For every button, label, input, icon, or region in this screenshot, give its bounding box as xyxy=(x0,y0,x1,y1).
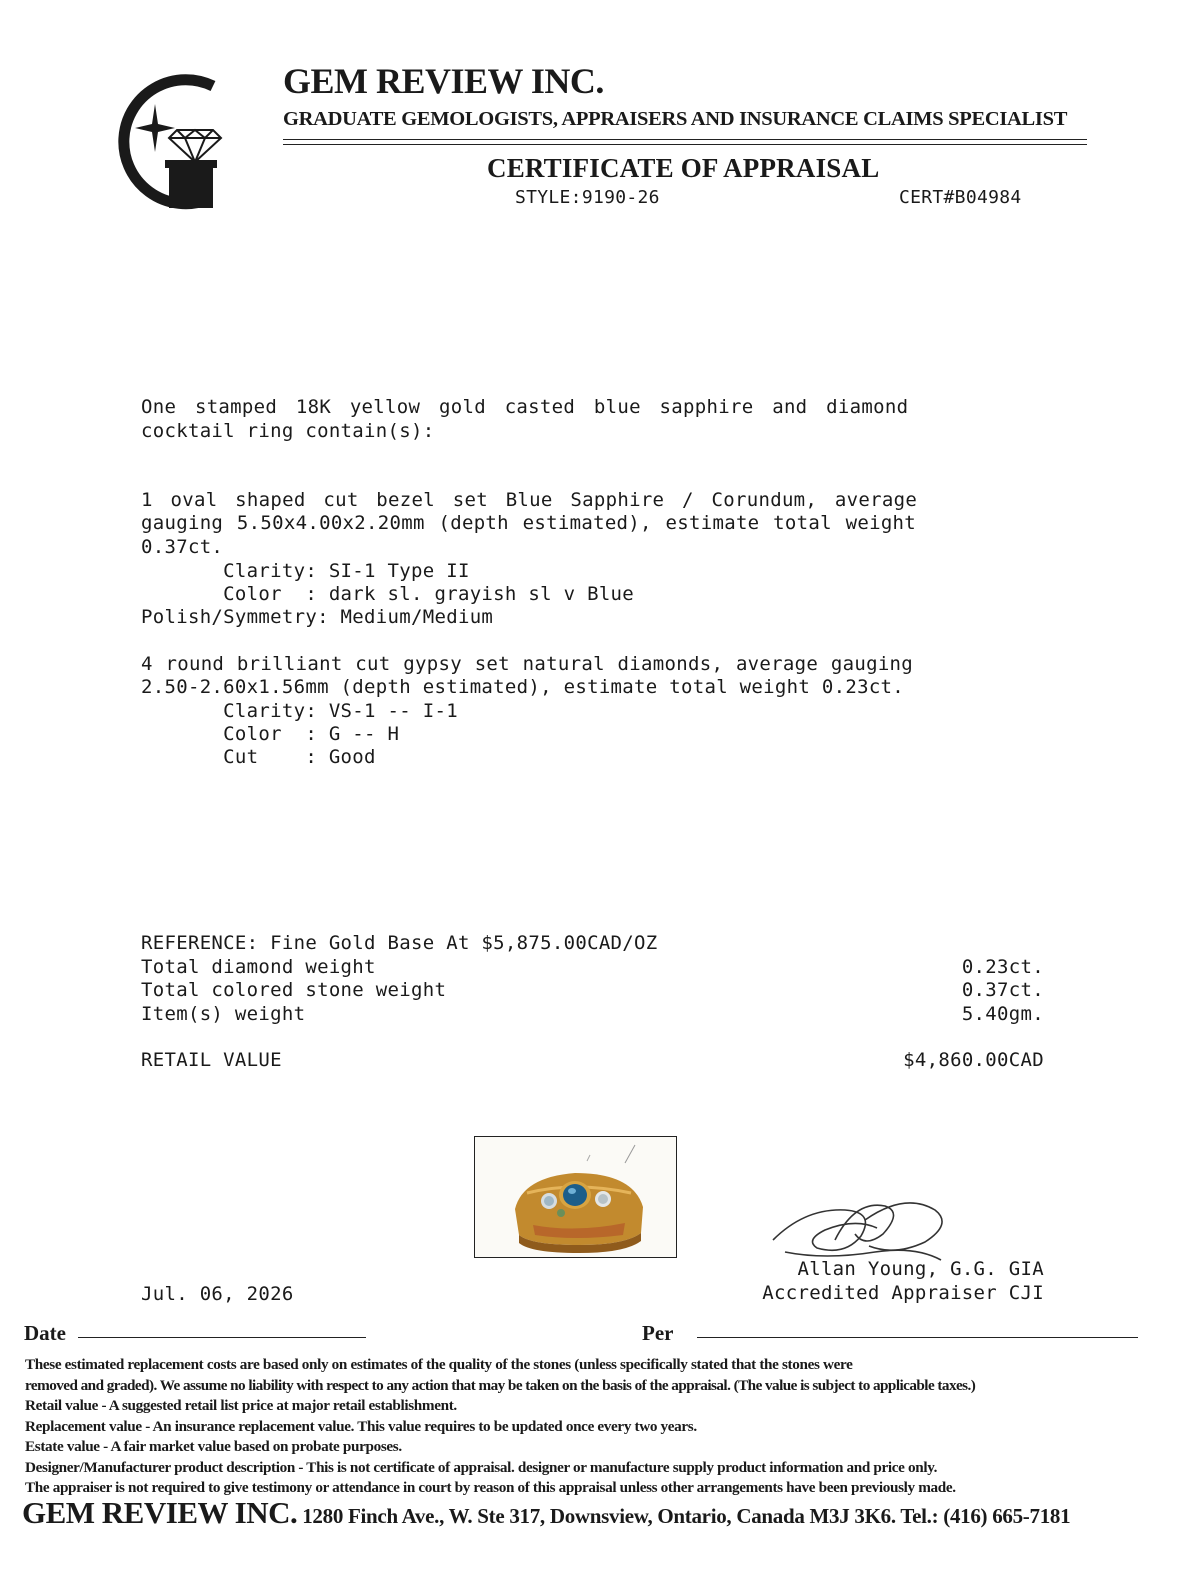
disclaimer-line: Designer/Manufacturer product description - This is not certificate of appraisal. designer or manufacture supply product information and price only. xyxy=(25,1459,938,1476)
date-label: Date xyxy=(24,1321,66,1345)
footer-company xyxy=(22,1495,1070,1531)
disclaimer-line: These estimated replacement costs are based only on estimates of the quality of the stones (unless specifically stated that the stones were xyxy=(25,1356,853,1373)
style-number: STYLE:9190-26 xyxy=(515,187,660,208)
diamonds-description-line: 2.50-2.60x1.56mm (depth estimated), estimate total weight 0.23ct. xyxy=(141,676,905,698)
gem-diamond-logo-icon xyxy=(95,68,235,213)
retail-value-label: RETAIL VALUE xyxy=(141,1049,282,1071)
diamonds-cut: Cut : Good xyxy=(141,746,376,768)
disclaimer-line: Estate value - A fair market value based on probate purposes. xyxy=(25,1438,402,1455)
sapphire-description-line: 0.37ct. xyxy=(141,536,224,558)
summary-row-value: 0.23ct. xyxy=(961,956,1044,978)
summary-row-label: Total colored stone weight xyxy=(141,979,447,1001)
footer-company-name: GEM REVIEW INC. xyxy=(22,1495,298,1530)
disclaimer-line: removed and graded). We assume no liability with respect to any action that may be taken on the basis of the appraisal. (The value is subject to applicable taxes.) xyxy=(25,1377,976,1394)
company-name: GEM REVIEW INC. xyxy=(283,61,604,101)
summary-row-value: 0.37ct. xyxy=(961,979,1044,1001)
summary-row-label: Item(s) weight xyxy=(141,1003,306,1025)
reference-gold-price: REFERENCE: Fine Gold Base At $5,875.00CAD/OZ xyxy=(141,932,658,954)
per-label: Per xyxy=(642,1321,674,1345)
cert-number: CERT#B04984 xyxy=(899,187,1022,208)
summary-row-label: Total diamond weight xyxy=(141,956,376,978)
ring-photo xyxy=(474,1136,677,1258)
ring-image-icon xyxy=(475,1137,676,1257)
appraiser-title: Accredited Appraiser CJI xyxy=(762,1282,1044,1304)
date-line xyxy=(78,1337,366,1338)
certificate-title: CERTIFICATE OF APPRAISAL xyxy=(487,153,880,183)
item-description-line: cocktail ring contain(s): xyxy=(141,420,435,442)
sapphire-description-line: 1 oval shaped cut bezel set Blue Sapphire / Corundum, average xyxy=(141,489,918,511)
sapphire-polish-symmetry: Polish/Symmetry: Medium/Medium xyxy=(141,606,494,628)
appraiser-name: Allan Young, G.G. GIA xyxy=(797,1258,1044,1280)
per-line xyxy=(697,1337,1138,1338)
sapphire-clarity: Clarity: SI-1 Type II xyxy=(141,560,470,582)
sapphire-description-line: gauging 5.50x4.00x2.20mm (depth estimated), estimate total weight xyxy=(141,512,917,534)
appraisal-date: Jul. 06, 2026 xyxy=(141,1283,294,1305)
disclaimer-line: Retail value - A suggested retail list price at major retail establishment. xyxy=(25,1397,457,1414)
disclaimer-line: Replacement value - An insurance replacement value. This value requires to be updated once every two years. xyxy=(25,1418,697,1435)
diamonds-clarity: Clarity: VS-1 -- I-1 xyxy=(141,700,458,722)
header-divider xyxy=(283,139,1087,140)
item-description-line: One stamped 18K yellow gold casted blue sapphire and diamond xyxy=(141,396,909,418)
disclaimer-line: The appraiser is not required to give testimony or attendance in court by reason of this appraisal unless other arrangements have been previously made. xyxy=(25,1479,956,1496)
header-divider xyxy=(283,144,1087,145)
summary-row-value: 5.40gm. xyxy=(961,1003,1044,1025)
sapphire-color: Color : dark sl. grayish sl v Blue xyxy=(141,583,635,605)
company-tagline: GRADUATE GEMOLOGISTS, APPRAISERS AND INSURANCE CLAIMS SPECIALIST xyxy=(283,108,1068,130)
diamonds-color: Color : G -- H xyxy=(141,723,400,745)
diamonds-description-line: 4 round brilliant cut gypsy set natural diamonds, average gauging xyxy=(141,653,914,675)
retail-value-amount: $4,860.00CAD xyxy=(903,1049,1044,1071)
footer-address: 1280 Finch Ave., W. Ste 317, Downsview, Ontario, Canada M3J 3K6. Tel.: (416) 665-7181 xyxy=(297,1504,1071,1528)
